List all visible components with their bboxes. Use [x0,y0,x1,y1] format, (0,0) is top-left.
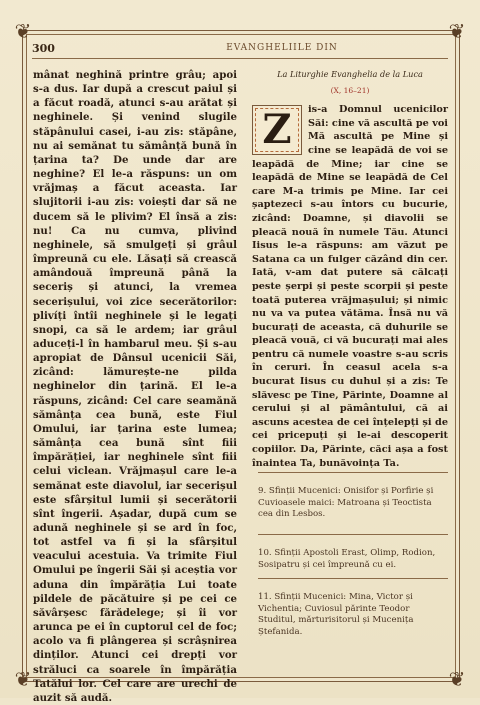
left-column [33,68,237,705]
page-header [32,40,448,59]
reading-title: La Liturghie Evanghelia de la Luca [277,69,423,79]
corner-ornament-icon: ❦ [14,667,32,691]
reading-reference: (X, 16–21) [330,85,370,95]
running-title: EVANGHELIILE DIN [226,43,338,53]
saints-note: 9. Sfinții Mucenici: Onisifor și Porfirie și Cuvioasele maici: Matroana și Teoctista cea din Lesbos. [258,486,434,519]
note-divider [258,578,448,579]
corner-ornament-icon: ❦ [448,19,466,43]
dropcap-letter: Z [262,106,292,154]
note-divider [258,472,448,473]
saints-note: 10. Sfinții Apostoli Erast, Olimp, Rodion, Sosipatru și cei împreună cu ei. [258,548,436,570]
left-column-text: mânat neghină printre grâu; apoi s-a dus. Iar după a crescut paiul și a făcut roadă, atunci s-au arătat și neghinele. Și venind slugile stăpânului casei, i-au zis: stăpâne, nu ai semănat tu sămânță bună în țarina ta? De unde dar are neghine? El le-a răspuns: un om vrăjmaș a făcut aceasta. Iar slujitorii i-au zis: voiești dar să ne ducem să le plivim? El însă a zis: nu! Ca nu cumva, plivind neghinele, să smulgeți și grâul împreună cu ele. Lăsați să crească amândouă împreună până la seceriș și atunci, la vremea secerișului, voi zice secerătorilor: plivíți întîi neghinele și le legați snopi, ca să le ardem; iar grâul aduceți-l în hambarul meu. Și s-au apropiat de Dânsul ucenicii Săi, zicând: lămurește-ne pilda neghinelor din țarină. El le-a răspuns, zicând: Cel care seamănă sămânța cea bună, este Fiul Omului, iar țarina este lumea; sămânța cea bună sînt fiii împărăției, iar neghinele sînt fiii celui viclean. Vrăjmașul care le-a semănat este diavolul, iar secerișul este sfârșitul lumii și secerătorii sînt îngerii. Așadar, după cum se adună neghinele și se ard în foc, tot astfel va fi și la sfârșitul veacului acestuia. Va trimite Fiul Omului pe îngerii Săi și aceștia vor aduna din împărăția Lui toate pildele de păcătuire și pe cei ce săvârșesc fărădelege; și îi vor arunca pe ei în cuptorul cel de foc; acolo va fi plângerea și scrâșnirea dinților. Atunci cei drepți vor străluci ca soarele în împărăția Tatălui lor. Cel care are urechi de auzit să audă. [33,69,237,704]
note-divider [258,534,448,535]
corner-ornament-icon: ❦ [448,667,466,691]
corner-ornament-icon: ❦ [14,19,32,43]
saints-note: 11. Sfinții Mucenici: Mina, Victor și Vichentia; Cuviosul părinte Teodor Studitul, mărturisitorul și Mucenița Ștefanida. [258,592,414,637]
gospel-text [252,103,448,470]
dropcap-initial [252,105,302,155]
gospel-body: is-a Domnul ucenicilor Săi: cine vă ascultă pe voi Mă ascultă pe Mine și cine se leapădă de voi se leapădă de Mine; iar cine se leapădă de Mine se leapădă de Cel care M-a trimis pe Mine. Iar cei șaptezeci s-au întors cu bucurie, zicând: Doamne, și diavolii se pleacă nouă în numele Tău. Atunci Iisus le-a răspuns: am văzut pe Satana ca un fulger căzând din cer. Iată, v-am dat putere să călcați peste șerpi și peste scorpii și peste toată puterea vrăjmașului; și nimic nu va va putea vătăma. Însă nu vă bucurați de aceasta, că duhurile se pleacă vouă, ci vă bucurați mai ales pentru că numele voastre s-au scris în ceruri. În ceasul acela s-a bucurat Iisus cu duhul și a zis: Te slăvesc pe Tine, Părinte, Doamne al cerului și al pământului, că ai ascuns acestea de cei înțelepți și de cei pricepuți și le-ai descoperit copiilor. Da, Părinte, căci așa a fost înaintea Ta, bunăvoința Ta. [252,104,448,469]
page-number: 300 [32,42,55,55]
right-column [252,68,448,470]
